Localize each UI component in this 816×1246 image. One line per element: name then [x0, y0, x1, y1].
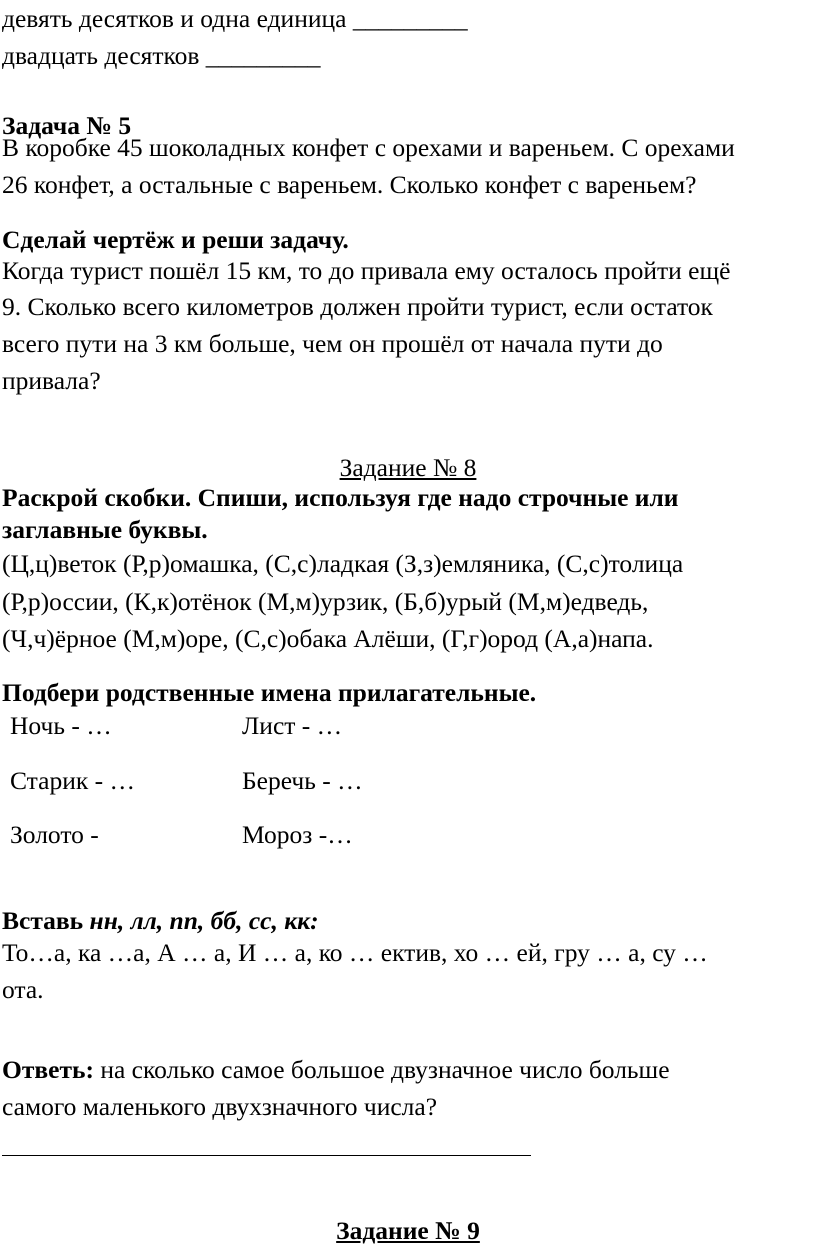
drawing-task-line-4: привала? [2, 366, 101, 395]
adjectives-left-2: Старик - … [10, 766, 135, 795]
insert-line-1: То…а, ка …а, А … а, И … а, ко … ектив, хо … ей, гру … а, су … [2, 938, 708, 967]
answer-blank-line [2, 1155, 531, 1156]
top-line-2: двадцать десятков _________ [2, 41, 321, 70]
drawing-task-line-2: 9. Сколько всего километров должен пройти турист, если остаток [2, 292, 713, 321]
answer-line-1 [2, 1057, 670, 1083]
drawing-task-line-1: Когда турист пошёл 15 км, то до привала ему осталось пройти ещё [2, 256, 731, 285]
task8-instruction-line-2: заглавные буквы. [2, 515, 208, 544]
insert-heading [2, 908, 319, 934]
task5-line-2: 26 конфет, а остальные с вареньем. Сколько конфет с вареньем? [2, 170, 697, 199]
insert-line-2: ота. [2, 975, 44, 1004]
adjectives-heading: Подбери родственные имена прилагательные. [2, 678, 537, 707]
adjectives-right-1: Лист - … [242, 711, 343, 740]
task8-line-2: (Р,р)оссии, (К,к)отёнок (М,м)урзик, (Б,б)урый (М,м)едведь, [2, 587, 649, 616]
task9-heading: Задание № 9 [336, 1216, 480, 1245]
adjectives-right-2: Беречь - … [242, 766, 363, 795]
task5-line-1: В коробке 45 шоколадных конфет с орехами и вареньем. С орехами [2, 133, 735, 162]
task5-heading: Задача № 5 [2, 111, 132, 140]
adjectives-right-3: Мороз -… [242, 820, 353, 849]
task8-line-3: (Ч,ч)ёрное (М,м)оре, (С,с)обака Алёши, (Г,г)ород (А,а)напа. [2, 624, 654, 653]
answer-question-part-1: на сколько самое большое двузначное число больше [93, 1055, 670, 1084]
drawing-task-heading: Сделай чертёж и реши задачу. [2, 225, 349, 254]
top-line-1: девять десятков и одна единица _________ [2, 4, 468, 33]
task8-instruction-line-1: Раскрой скобки. Спиши, используя где надо строчные или [2, 483, 679, 512]
insert-letters: нн, лл, пп, бб, сс, кк: [89, 906, 319, 935]
task8-line-1: (Ц,ц)веток (Р,р)омашка, (С,с)ладкая (З,з)емляника, (С,с)толица [2, 549, 684, 578]
adjectives-left-3: Золото - [10, 820, 99, 849]
insert-lead: Вставь [2, 906, 84, 935]
answer-lead: Ответь: [2, 1055, 94, 1084]
adjectives-left-1: Ночь - … [10, 711, 112, 740]
drawing-task-line-3: всего пути на 3 км больше, чем он прошёл от начала пути до [2, 329, 663, 358]
task8-heading: Задание № 8 [339, 453, 477, 482]
answer-line-2: самого маленького двухзначного числа? [2, 1092, 438, 1121]
